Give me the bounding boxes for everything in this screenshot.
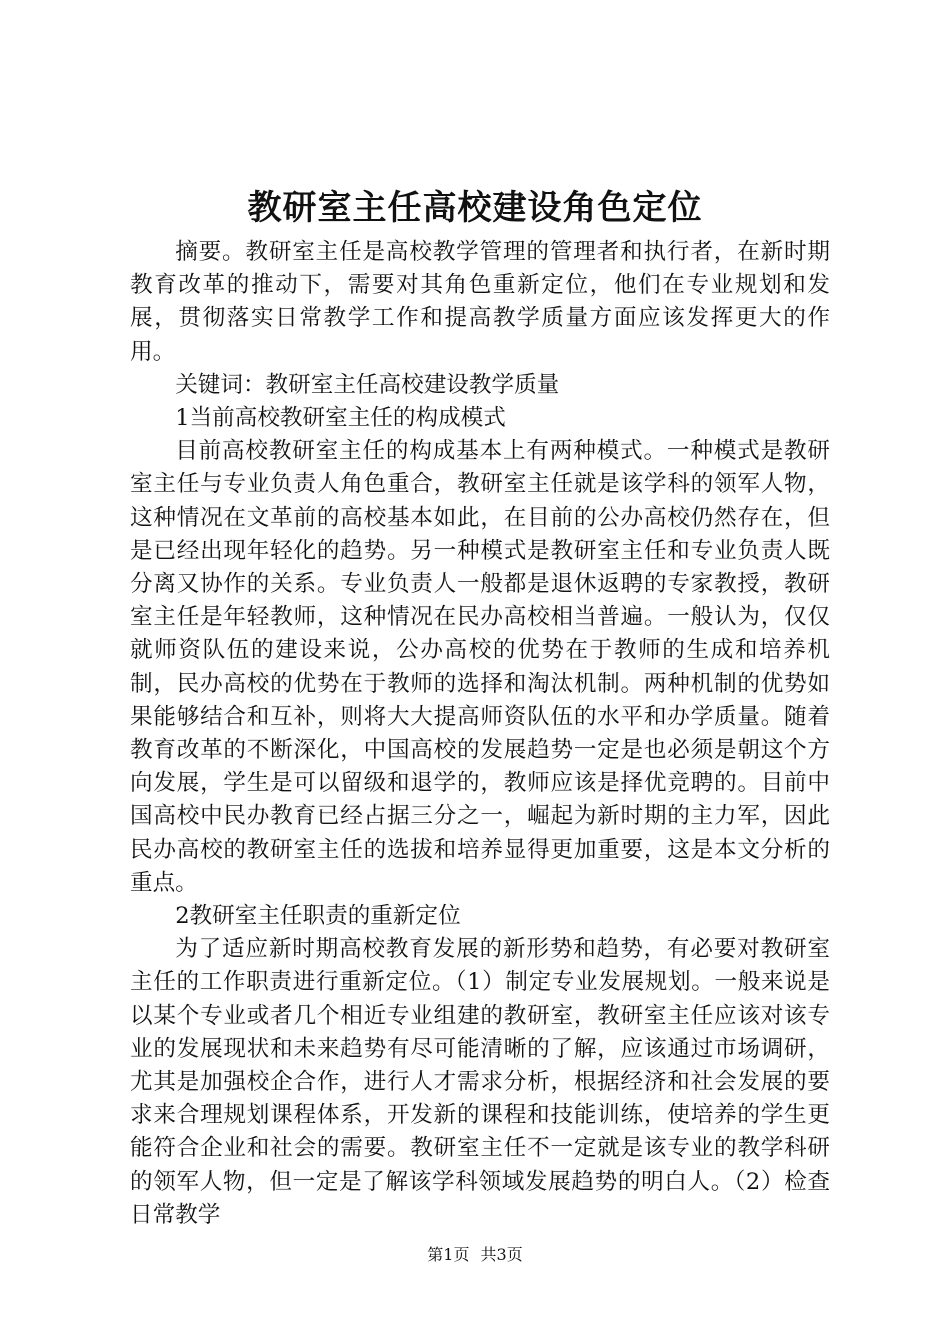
section-heading-1: 1当前高校教研室主任的构成模式: [175, 405, 506, 432]
body-paragraph-1: 目前高校教研室主任的构成基本上有两种模式。一种模式是教研室主任与专业负责人角色重合，教研室主任就是该学科的领军人物，这种情况在文革前的高校基本如此，在目前的公办高校仍然存在，但是已经出现年轻化的趋势。另一种模式是教研室主任和专业负责人既分离又协作的关系。专业负责人一般都是退休返聘的专家教授，教研室主任是年轻教师，这种情况在民办高校相当普遍。一般认为，仅仅就师资队伍的建设来说，公办高校的优势在于教师的生成和培养机制，民办高校的优势在于教师的选择和淘汰机制。两种机制的优势如果能够结合和互补，则将大大提高师资队伍的水平和办学质量。随着教育改革的不断深化，中国高校的发展趋势一定是也必须是朝这个方向发展，学生是可以留级和退学的，教师应该是择优竞聘的。目前中国高校中民办教育已经占据三分之一，崛起为新时期的主力军，因此民办高校的教研室主任的选拔和培养显得更加重要，这是本文分析的重点。: [130, 438, 830, 896]
section-heading-2: 2教研室主任职责的重新定位: [175, 903, 461, 930]
body-paragraph-2: 为了适应新时期高校教育发展的新形势和趋势，有必要对教研室主任的工作职责进行重新定位。（1）制定专业发展规划。一般来说是以某个专业或者几个相近专业组建的教研室，教研室主任应该对该专业的发展现状和未来趋势有尽可能清晰的了解，应该通过市场调研，尤其是加强校企合作，进行人才需求分析，根据经济和社会发展的要求来合理规划课程体系，开发新的课程和技能训练，使培养的学生更能符合企业和社会的需要。教研室主任不一定就是该专业的教学科研的领军人物，但一定是了解该学科领域发展趋势的明白人。（2）检查日常教学: [130, 936, 830, 1228]
page-total: 共3页: [480, 1245, 523, 1264]
keywords-line: 关键词：教研室主任高校建设教学质量: [175, 371, 560, 398]
document-body: [130, 236, 830, 1232]
document-title: 教研室主任高校建设角色定位: [247, 188, 703, 228]
abstract-paragraph: 摘要。教研室主任是高校教学管理的管理者和执行者，在新时期教育改革的推动下，需要对其角色重新定位，他们在专业规划和发展，贯彻落实日常教学工作和提高教学质量方面应该发挥更大的作用。: [130, 239, 830, 365]
page-number: 第1页: [427, 1245, 470, 1264]
page-footer: [0, 1244, 950, 1266]
